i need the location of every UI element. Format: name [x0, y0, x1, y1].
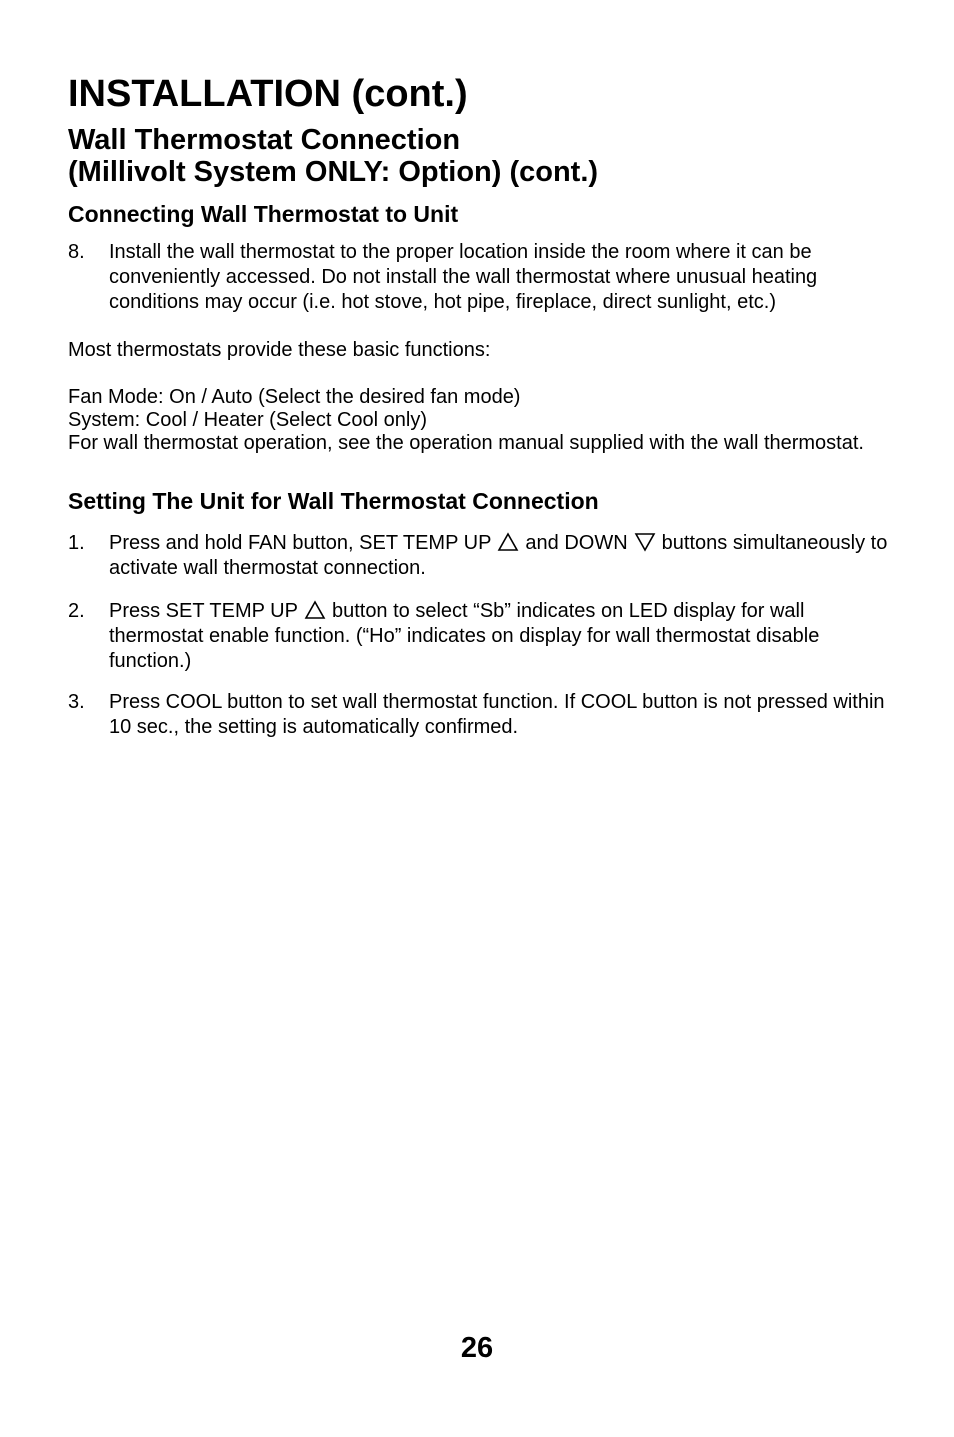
list-item-3 [68, 690, 888, 740]
fan-mode-line: Fan Mode: On / Auto (Select the desired fan mode) [68, 386, 521, 408]
list-number: 3. [68, 691, 85, 713]
functions-list [68, 386, 888, 455]
document-page [68, 70, 888, 740]
section-title-line2: (Millivolt System ONLY: Option) (cont.) [68, 156, 599, 188]
list-number: 8. [68, 241, 85, 263]
list-text-part: buttons simultaneously to activate wall thermostat connection. [109, 532, 888, 579]
list-item-8 [68, 240, 888, 315]
page-number: 26 [460, 1332, 494, 1364]
list-text-part: button to select “Sb” indicates on LED display for wall thermostat enable function. (“Ho” indicates on display for wall thermostat disable function.) [109, 600, 820, 672]
list-text-part: Press SET TEMP UP [109, 600, 298, 622]
list-text-part: and DOWN [525, 532, 628, 554]
setting-heading: Setting The Unit for Wall Thermostat Connection [68, 488, 599, 514]
list-text: Press COOL button to set wall thermostat function. If COOL button is not pressed within 10 sec., the setting is automatically confirmed. [109, 691, 885, 738]
list-item-1 [68, 531, 888, 581]
triangle-down-icon [634, 532, 656, 552]
operation-note: For wall thermostat operation, see the operation manual supplied with the wall thermostat. [68, 432, 864, 454]
connecting-heading: Connecting Wall Thermostat to Unit [68, 201, 459, 227]
triangle-up-icon [497, 532, 519, 552]
system-line: System: Cool / Heater (Select Cool only) [68, 409, 428, 431]
list-text-part: Press and hold FAN button, SET TEMP UP [109, 532, 492, 554]
list-item-2 [68, 599, 888, 674]
functions-intro: Most thermostats provide these basic functions: [68, 339, 491, 361]
list-number: 1. [68, 532, 85, 554]
list-text: Install the wall thermostat to the proper location inside the room where it can be conveniently accessed. Do not install the wall thermostat where unusual heating conditions may occur (i.e. hot stove, hot pipe, fireplace, direct sunlight, etc.) [109, 241, 818, 313]
section-title-line1: Wall Thermostat Connection [68, 124, 461, 156]
list-text [109, 531, 888, 581]
list-number: 2. [68, 600, 85, 622]
page-title: INSTALLATION (cont.) [68, 73, 468, 115]
triangle-up-icon [304, 600, 326, 620]
section-title [68, 124, 888, 188]
list-text [109, 599, 888, 674]
